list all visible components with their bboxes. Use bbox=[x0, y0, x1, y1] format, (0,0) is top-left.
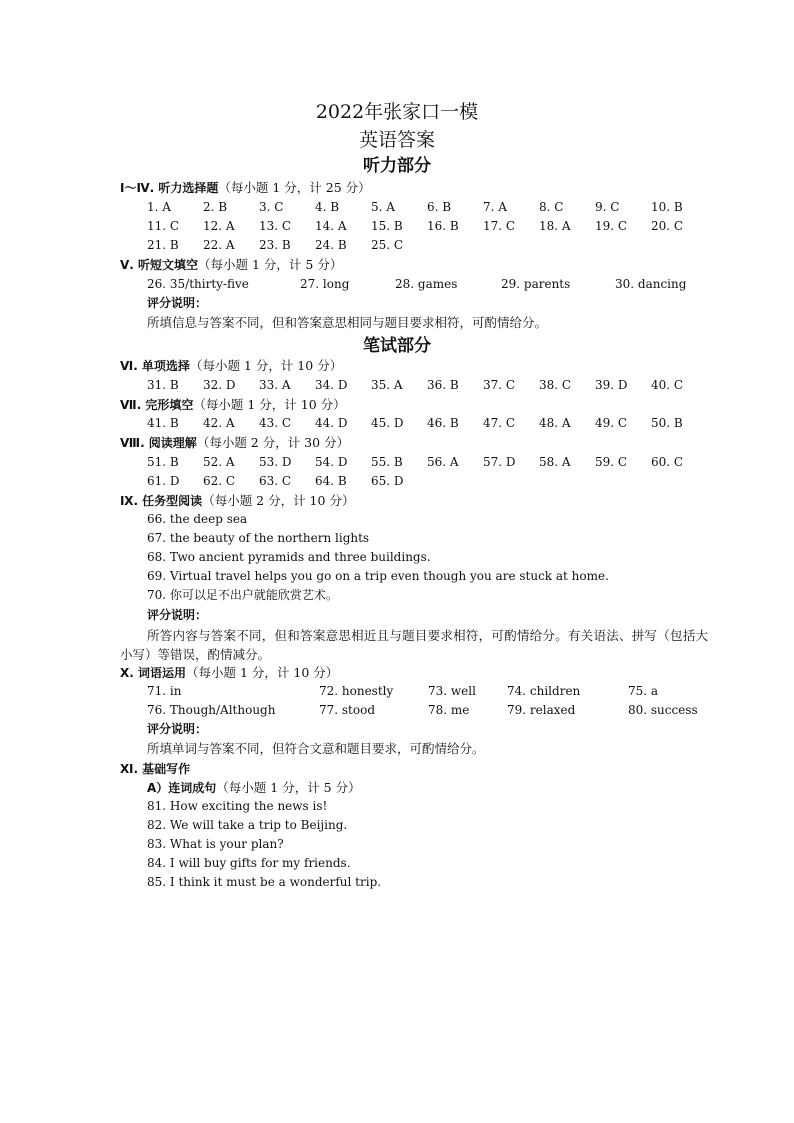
answer-item: 46. B bbox=[427, 416, 459, 430]
answer-line: 81. How exciting the news is! bbox=[147, 799, 328, 813]
scoring-note-label: 评分说明： bbox=[147, 608, 208, 622]
answer-item: 1. A bbox=[147, 200, 171, 214]
section-label: Ⅵ. 单项选择 bbox=[120, 359, 190, 373]
page-subtitle: 英语答案 bbox=[358, 129, 435, 151]
section-scoring: （每小题 1 分，计 5 分） bbox=[198, 257, 343, 272]
answer-item: 14. A bbox=[315, 219, 347, 233]
answer-line: 66. the deep sea bbox=[147, 512, 248, 526]
answer-item: 65. D bbox=[371, 474, 404, 488]
answer-item: 47. C bbox=[483, 416, 516, 430]
answer-item: 4. B bbox=[315, 200, 340, 214]
answer-item: 76. Though/Although bbox=[147, 703, 276, 717]
section-scoring: （每小题 1 分，计 5 分） bbox=[216, 780, 361, 795]
answer-item: 80. success bbox=[628, 703, 698, 717]
answer-item: 10. B bbox=[651, 200, 683, 214]
answer-item: 31. B bbox=[147, 378, 179, 392]
answer-item: 23. B bbox=[259, 238, 291, 252]
answer-item: 28. games bbox=[395, 277, 458, 291]
answer-item: 61. D bbox=[147, 474, 180, 488]
answer-item: 56. A bbox=[427, 455, 459, 469]
answer-item: 62. C bbox=[203, 474, 236, 488]
section-scoring: （每小题 2 分，计 30 分） bbox=[196, 435, 350, 450]
written-heading: 笔试部分 bbox=[363, 336, 431, 356]
scoring-note: 所填单词与答案不同，但符合文意和题目要求，可酌情给分。 bbox=[147, 741, 485, 756]
answer-item: 52. A bbox=[203, 455, 235, 469]
section-label: Ⅸ. 任务型阅读 bbox=[120, 494, 203, 508]
answer-item: 50. B bbox=[651, 416, 683, 430]
answer-item: 38. C bbox=[539, 378, 572, 392]
answer-row bbox=[147, 378, 707, 393]
answer-item: 49. C bbox=[595, 416, 628, 430]
answer-item: 63. C bbox=[259, 474, 292, 488]
answer-item: 54. D bbox=[315, 455, 348, 469]
answer-item: 21. B bbox=[147, 238, 179, 252]
answer-item: 16. B bbox=[427, 219, 459, 233]
answer-row bbox=[147, 474, 707, 489]
answer-row bbox=[147, 200, 707, 215]
answer-item: 22. A bbox=[203, 238, 235, 252]
section-fill-in-heading bbox=[120, 257, 342, 273]
answer-item: 72. honestly bbox=[319, 684, 394, 698]
answer-item: 36. B bbox=[427, 378, 459, 392]
section-cloze-heading bbox=[120, 397, 346, 413]
section-single-choice-heading bbox=[120, 358, 342, 374]
answer-item: 34. D bbox=[315, 378, 348, 392]
answer-item: 8. C bbox=[539, 200, 564, 214]
section-label: Ⅹ. 词语运用 bbox=[120, 666, 186, 680]
answer-item: 12. A bbox=[203, 219, 235, 233]
answer-item: 20. C bbox=[651, 219, 684, 233]
answer-item: 3. C bbox=[259, 200, 284, 214]
answer-item: 75. a bbox=[628, 684, 659, 698]
answer-item: 19. C bbox=[595, 219, 628, 233]
answer-item: 7. A bbox=[483, 200, 507, 214]
answer-item: 59. C bbox=[595, 455, 628, 469]
answer-item: 30. dancing bbox=[615, 277, 687, 291]
section-scoring: （每小题 1 分，计 10 分） bbox=[193, 397, 346, 412]
section-scoring: （每小题 2 分，计 10 分） bbox=[202, 493, 355, 508]
section-scoring: （每小题 1 分，计 25 分） bbox=[218, 180, 371, 195]
answer-item: 9. C bbox=[595, 200, 620, 214]
answer-line: 69. Virtual travel helps you go on a trip even though you are stuck at home. bbox=[147, 569, 609, 583]
section-scoring: （每小题 1 分，计 10 分） bbox=[189, 358, 343, 373]
answer-row bbox=[147, 416, 707, 431]
answer-item: 40. C bbox=[651, 378, 684, 392]
scoring-note: 所答内容与答案不同，但和答案意思相近且与题目要求相符，可酌情给分。有关语法、拼写（包括大小写）等错误，酌情减分。 bbox=[120, 628, 708, 662]
subsection-label: A）连词成句 bbox=[147, 781, 217, 795]
section-writing-heading bbox=[120, 761, 190, 777]
answer-row bbox=[147, 219, 707, 234]
answer-item: 5. A bbox=[371, 200, 395, 214]
answer-line: 84. I will buy gifts for my friends. bbox=[147, 856, 351, 870]
subsection-sentence-building-heading bbox=[147, 780, 361, 796]
answer-line: 67. the beauty of the northern lights bbox=[147, 531, 370, 545]
section-scoring: （每小题 1 分，计 10 分） bbox=[186, 665, 339, 680]
section-task-reading-heading bbox=[120, 493, 354, 509]
answer-item: 24. B bbox=[315, 238, 347, 252]
page-title: 2022年张家口一模 bbox=[315, 101, 479, 123]
answer-item: 77. stood bbox=[319, 703, 376, 717]
answer-item: 57. D bbox=[483, 455, 516, 469]
answer-item: 11. C bbox=[147, 219, 180, 233]
answer-item: 18. A bbox=[539, 219, 571, 233]
scoring-note-label: 评分说明： bbox=[147, 722, 208, 736]
answer-item: 64. B bbox=[315, 474, 347, 488]
answer-item: 15. B bbox=[371, 219, 403, 233]
answer-item: 43. C bbox=[259, 416, 292, 430]
answer-row bbox=[147, 455, 707, 470]
section-listening-choice-heading bbox=[120, 180, 371, 196]
section-label: Ⅺ. 基础写作 bbox=[120, 762, 191, 776]
section-label: Ⅶ. 完形填空 bbox=[120, 398, 194, 412]
answer-row bbox=[147, 277, 707, 292]
answer-row bbox=[147, 238, 707, 253]
listening-heading: 听力部分 bbox=[363, 156, 431, 176]
scoring-note-label: 评分说明： bbox=[147, 296, 208, 310]
answer-item: 35. A bbox=[371, 378, 403, 392]
answer-line: 83. What is your plan? bbox=[147, 837, 284, 851]
answer-line: 82. We will take a trip to Beijing. bbox=[147, 818, 348, 832]
answer-item: 13. C bbox=[259, 219, 292, 233]
answer-item: 58. A bbox=[539, 455, 571, 469]
answer-item: 39. D bbox=[595, 378, 628, 392]
answer-item: 25. C bbox=[371, 238, 404, 252]
section-word-usage-heading bbox=[120, 665, 338, 681]
answer-item: 44. D bbox=[315, 416, 348, 430]
section-label: Ⅷ. 阅读理解 bbox=[120, 436, 197, 450]
answer-item: 26. 35/thirty-five bbox=[147, 277, 249, 291]
answer-item: 79. relaxed bbox=[507, 703, 576, 717]
section-label: Ⅰ～Ⅳ. 听力选择题 bbox=[120, 181, 219, 195]
answer-item: 2. B bbox=[203, 200, 228, 214]
answer-item: 60. C bbox=[651, 455, 684, 469]
answer-line: 68. Two ancient pyramids and three buildings. bbox=[147, 550, 431, 564]
answer-item: 41. B bbox=[147, 416, 179, 430]
answer-item: 17. C bbox=[483, 219, 516, 233]
answer-item: 74. children bbox=[507, 684, 581, 698]
section-label: Ⅴ. 听短文填空 bbox=[120, 258, 199, 272]
answer-item: 78. me bbox=[428, 703, 470, 717]
answer-item: 53. D bbox=[259, 455, 292, 469]
answer-item: 32. D bbox=[203, 378, 236, 392]
answer-item: 33. A bbox=[259, 378, 291, 392]
answer-item: 37. C bbox=[483, 378, 516, 392]
answer-item: 71. in bbox=[147, 684, 182, 698]
answer-item: 48. A bbox=[539, 416, 571, 430]
answer-item: 42. A bbox=[203, 416, 235, 430]
answer-item: 45. D bbox=[371, 416, 404, 430]
scoring-note: 所填信息与答案不同，但和答案意思相同与题目要求相符，可酌情给分。 bbox=[147, 315, 548, 330]
answer-item: 29. parents bbox=[501, 277, 571, 291]
answer-line: 85. I think it must be a wonderful trip. bbox=[147, 875, 382, 889]
answer-row bbox=[147, 703, 707, 718]
answer-item: 55. B bbox=[371, 455, 403, 469]
answer-row bbox=[147, 684, 707, 699]
answer-line: 70. 你可以足不出户就能欣赏艺术。 bbox=[147, 588, 338, 602]
answer-item: 51. B bbox=[147, 455, 179, 469]
answer-item: 6. B bbox=[427, 200, 452, 214]
answer-item: 73. well bbox=[428, 684, 476, 698]
answer-item: 27. long bbox=[300, 277, 350, 291]
section-reading-heading bbox=[120, 435, 349, 451]
